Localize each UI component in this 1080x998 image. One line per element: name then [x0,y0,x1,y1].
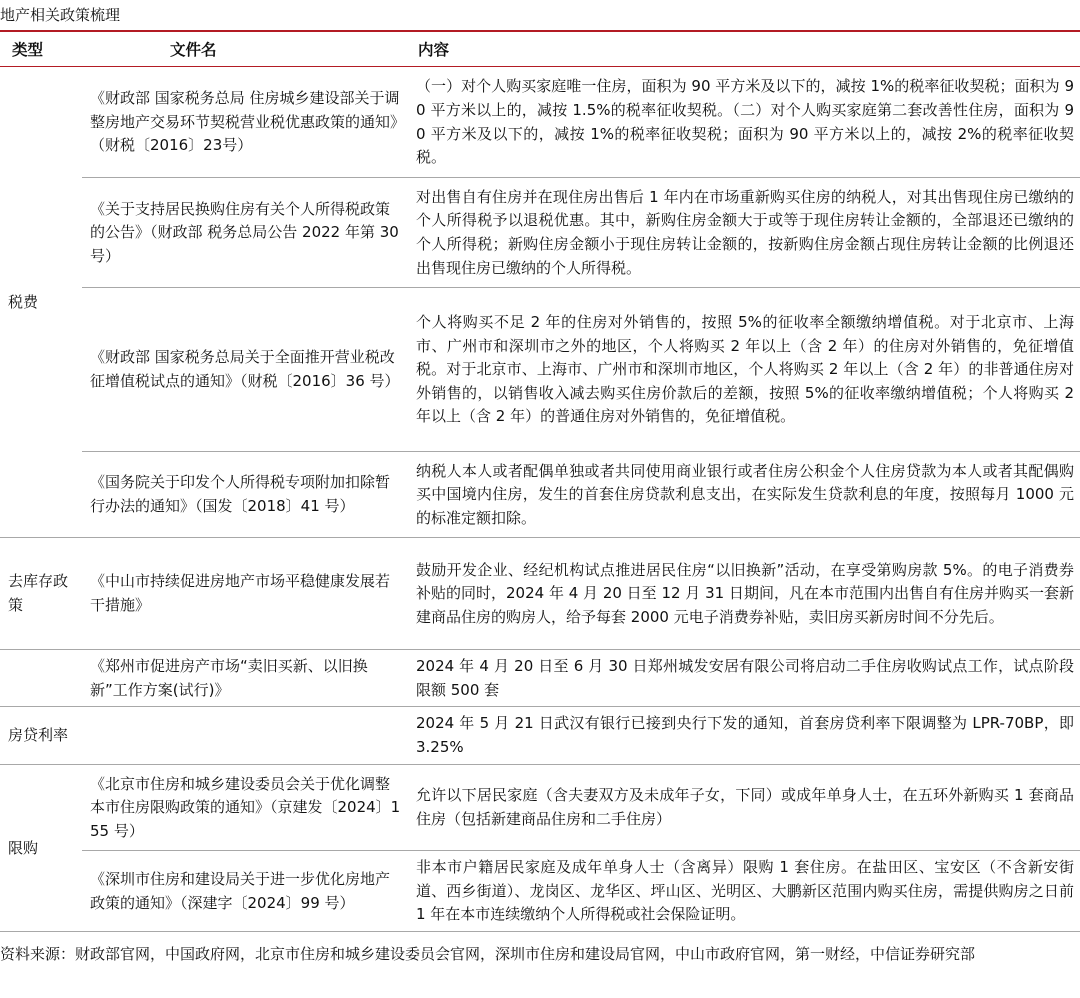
source-note: 资料来源：财政部官网，中国政府网，北京市住房和城乡建设委员会官网，深圳市住房和建设局官网，中山市政府官网，第一财经，中信证券研究部 [0,945,976,963]
table-row [0,452,1080,538]
content-cell: 纳税人本人或者配偶单独或者共同使用商业银行或者住房公积金个人住房贷款为本人或者其配偶购买中国境内住房，发生的首套住房贷款利息支出，在实际发生贷款利息的年度，按照每月 1000 元的标准定额扣除。 [408,452,1080,538]
table-row [0,178,1080,288]
doc-cell: 《财政部 国家税务总局关于全面推开营业税改征增值税试点的通知》（财税〔2016〕36 号） [82,288,408,452]
content-cell: 允许以下居民家庭（含夫妻双方及未成年子女，下同）或成年单身人士，在五环外新购买 1 套商品住房（包括新建商品住房和二手住房） [408,765,1080,851]
doc-cell: 《深圳市住房和建设局关于进一步优化房地产政策的通知》（深建字〔2024〕99 号） [82,851,408,932]
column-header-type: 类型 [0,31,82,67]
type-cell-purchase-limit: 限购 [0,765,82,932]
content-cell: 2024 年 5 月 21 日武汉有银行已接到央行下发的通知，首套房贷利率下限调整为 LPR-70BP，即 3.25% [408,707,1080,765]
type-cell-tax: 税费 [0,67,82,538]
column-header-content: 内容 [408,31,1080,67]
content-cell: 2024 年 4 月 20 日至 6 月 30 日郑州城发安居有限公司将启动二手住房收购试点工作，试点阶段限额 500 套 [408,650,1080,707]
content-cell: 个人将购买不足 2 年的住房对外销售的，按照 5%的征收率全额缴纳增值税。对于北京市、上海市、广州市和深圳市之外的地区，个人将购买 2 年以上（含 2 年）的住房对外销售的，免征增值税。对于北京市、上海市、广州市和深圳市地区，个人将购买 2 年以上（含 2 年）的非普通住房对外销售的，以销售收入减去购买住房价款后的差额，按照 5%的征收率缴纳增值税；个人将购买 2 年以上（含 2 年）的普通住房对外销售的，免征增值税。 [408,288,1080,452]
doc-cell: 《财政部 国家税务总局 住房城乡建设部关于调整房地产交易环节契税营业税优惠政策的通知》（财税〔2016〕23号） [82,67,408,178]
content-cell: 对出售自有住房并在现住房出售后 1 年内在市场重新购买住房的纳税人，对其出售现住房已缴纳的个人所得税予以退税优惠。其中，新购住房金额大于或等于现住房转让金额的，全部退还已缴纳的个人所得税；新购住房金额小于现住房转让金额的，按新购住房金额占现住房转让金额的比例退还出售现住房已缴纳的个人所得税。 [408,178,1080,288]
table-header-row [0,31,1080,67]
table-row [0,538,1080,650]
table-row [0,67,1080,178]
doc-cell: 《国务院关于印发个人所得税专项附加扣除暂行办法的通知》（国发〔2018〕41 号） [82,452,408,538]
doc-cell: 《关于支持居民换购住房有关个人所得税政策的公告》（财政部 税务总局公告 2022 年第 30 号） [82,178,408,288]
table-row [0,851,1080,932]
doc-cell: 《郑州市促进房产市场“卖旧买新、以旧换新”工作方案(试行)》 [82,650,408,707]
doc-cell [82,707,408,765]
doc-cell: 《北京市住房和城乡建设委员会关于优化调整本市住房限购政策的通知》（京建发〔2024〕155 号） [82,765,408,851]
type-cell-mortgage: 房贷利率 [0,707,82,765]
type-cell-destock: 去库存政策 [0,538,82,650]
table-row [0,650,1080,707]
table-row [0,288,1080,452]
policy-table [0,30,1080,932]
table-row [0,707,1080,765]
content-cell: （一）对个人购买家庭唯一住房，面积为 90 平方米及以下的，减按 1%的税率征收契税；面积为 90 平方米以上的，减按 1.5%的税率征收契税。（二）对个人购买家庭第二套改善性住房，面积为 90 平方米及以下的，减按 1%的税率征收契税；面积为 90 平方米以上的，减按 2%的税率征收契税。 [408,67,1080,178]
table-row [0,765,1080,851]
table-caption: 地产相关政策梳理 [0,6,121,24]
content-cell: 鼓励开发企业、经纪机构试点推进居民住房“以旧换新”活动，在享受第购房款 5%。的电子消费券补贴的同时，2024 年 4 月 20 日至 12 月 31 日期间，凡在本市范围内出售自有住房并购买一套新建商品住房的购房人，给予每套 2000 元电子消费券补贴，卖旧房买新房时间不分先后。 [408,538,1080,650]
doc-cell: 《中山市持续促进房地产市场平稳健康发展若干措施》 [82,538,408,650]
content-cell: 非本市户籍居民家庭及成年单身人士（含离异）限购 1 套住房。在盐田区、宝安区（不含新安街道、西乡街道）、龙岗区、龙华区、坪山区、光明区、大鹏新区范围内购买住房，需提供购房之日前 1 年在本市连续缴纳个人所得税或社会保险证明。 [408,851,1080,932]
type-cell-empty [0,650,82,707]
column-header-doc: 文件名 [82,31,408,67]
